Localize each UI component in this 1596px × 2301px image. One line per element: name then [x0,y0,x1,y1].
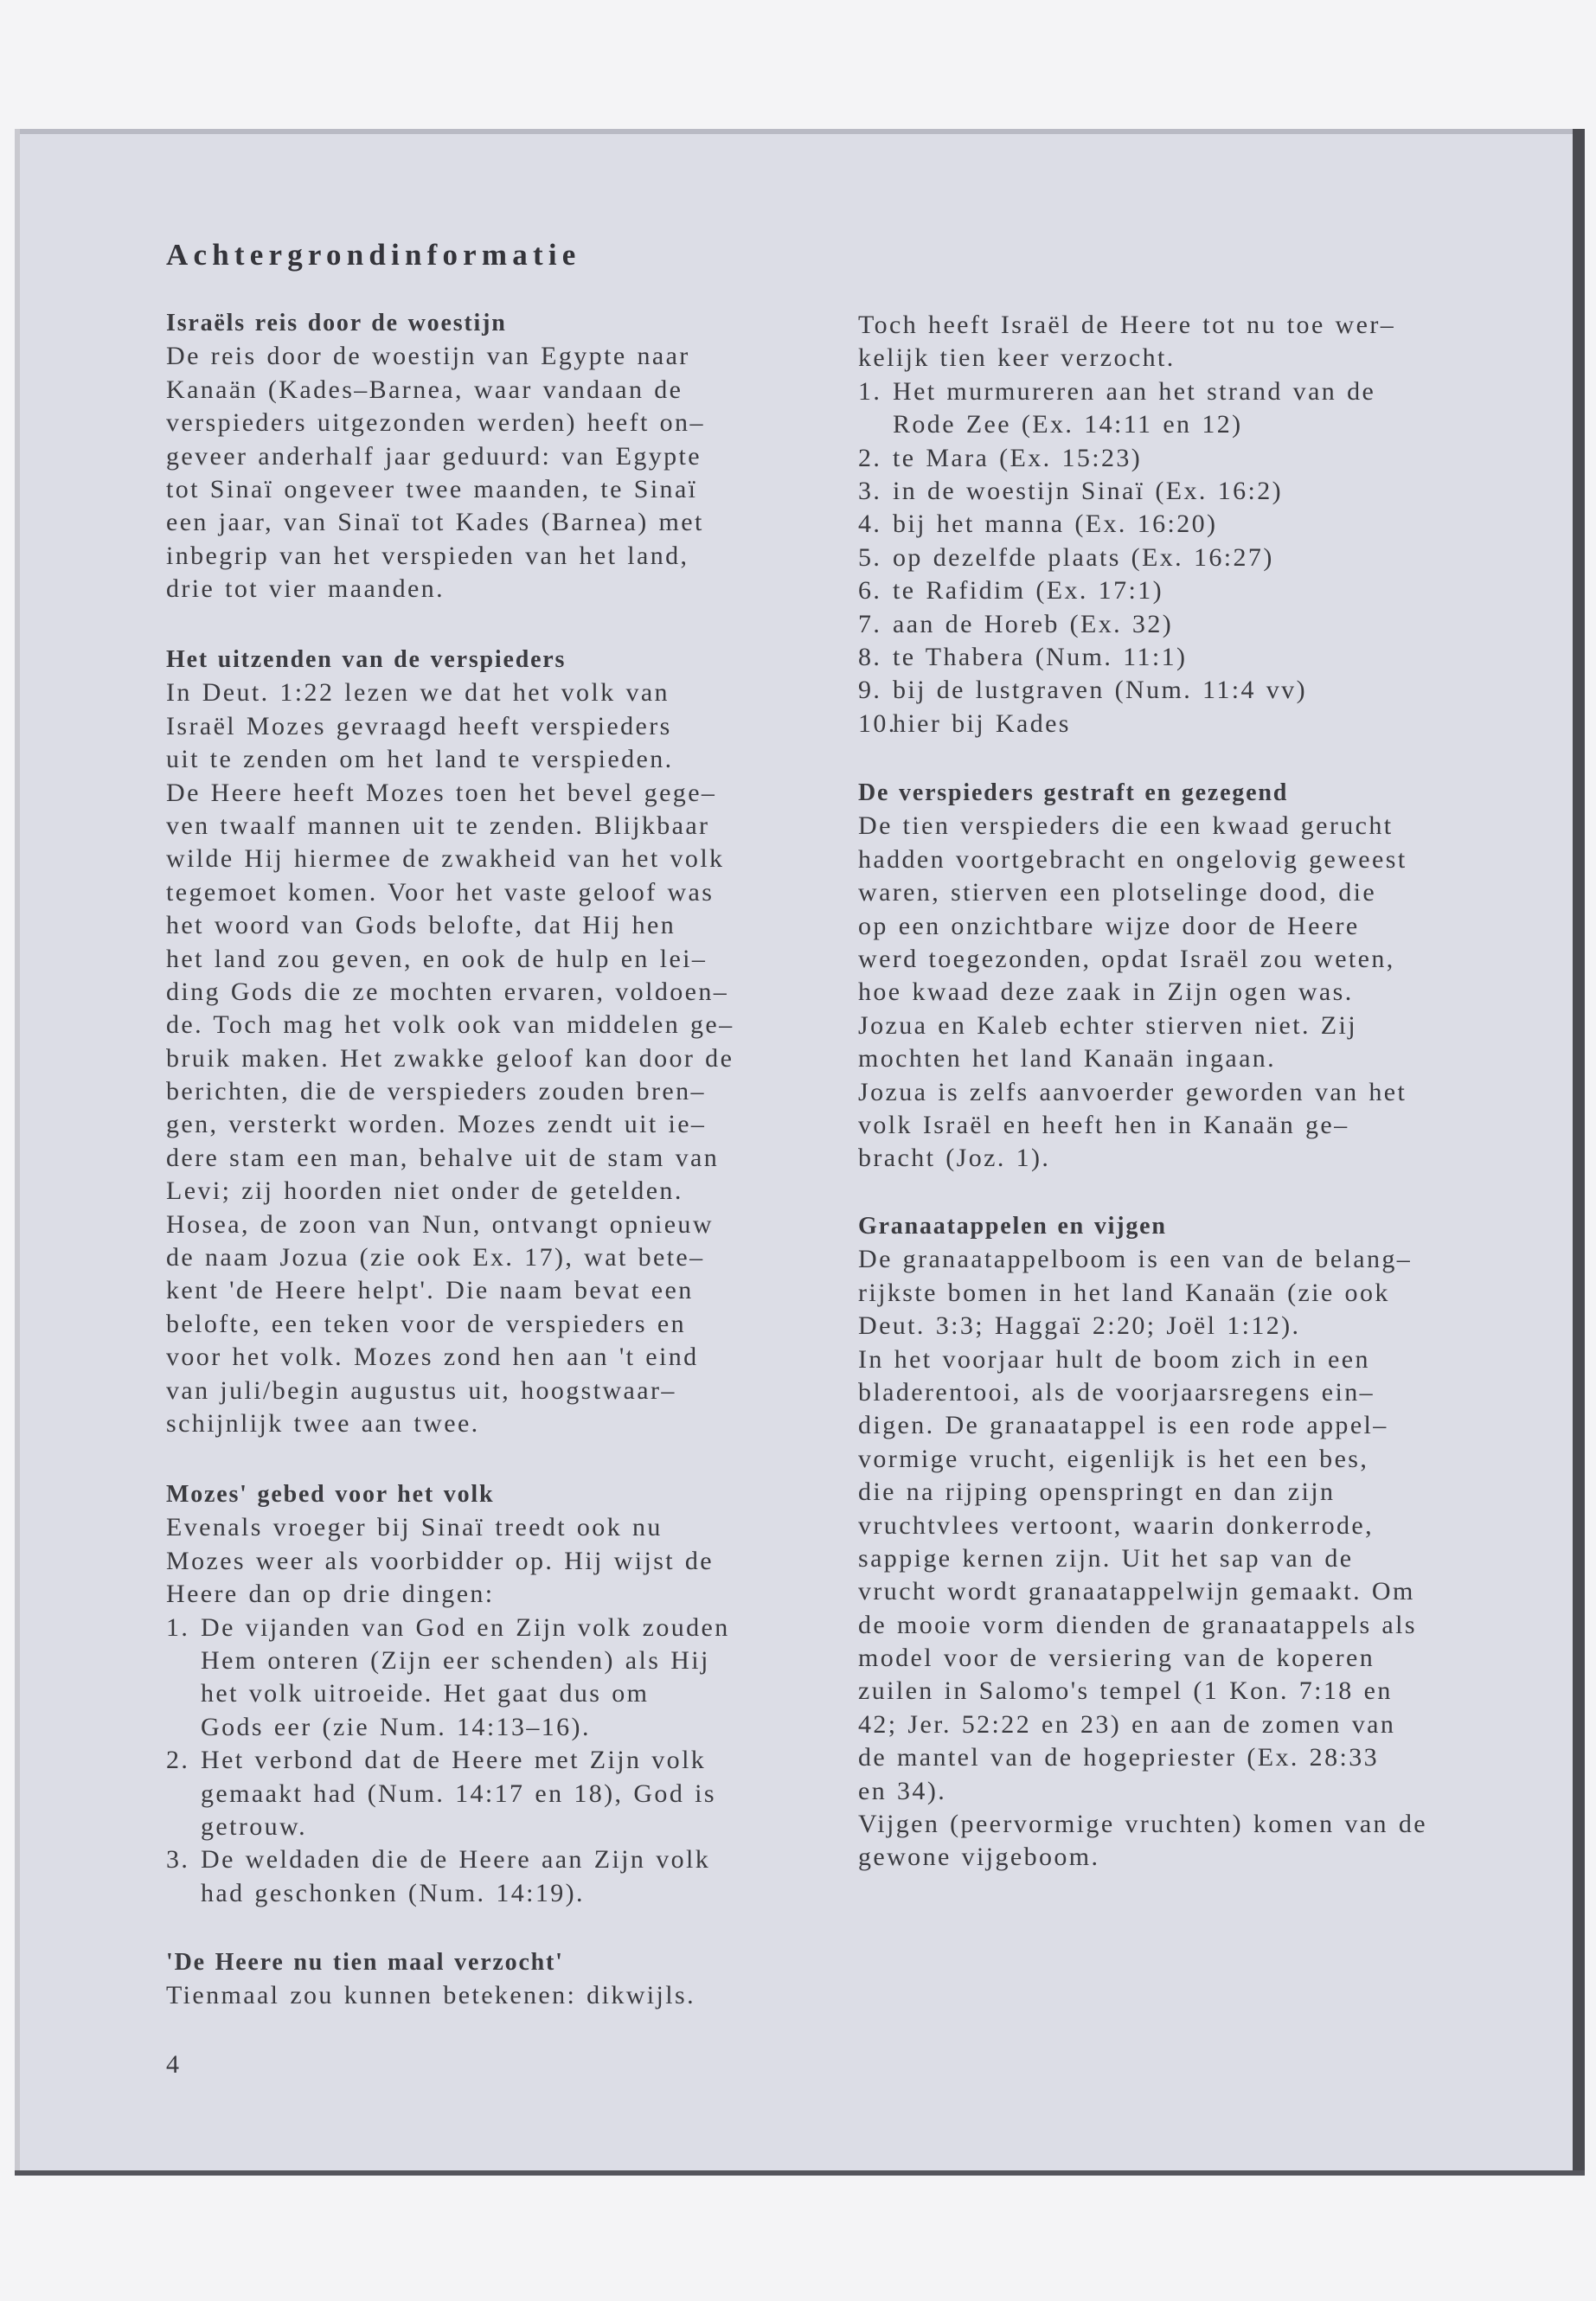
section [166,644,734,1440]
list-text: De weldaden die de Heere aan Zijn volk [201,1845,711,1875]
section-title: De verspieders gestraft en gezegend [858,779,1289,806]
text-line: die na rijping openspringt en dan zijn [858,1477,1336,1507]
list-number: 1. [166,1612,190,1642]
list-item-line [858,442,1395,475]
list-item-line [858,508,1395,541]
list-item-line [166,1644,730,1677]
list-item-line [858,475,1395,508]
list-number: 2. [858,443,882,472]
text-line: Toch heeft Israël de Heere tot nu toe wer– [858,311,1396,339]
list-number: 2. [166,1746,190,1775]
text-line: De granaatappelboom is een van de belang– [858,1245,1413,1274]
text-line: bracht (Joz. 1). [858,1144,1051,1173]
text-line: De reis door de woestijn van Egypte naar [166,342,690,371]
text-line: mochten het land Kanaän ingaan. [858,1044,1277,1074]
list-number: 7. [858,609,882,638]
text-line: voor het volk. Mozes zond hen aan 't eind [166,1343,699,1372]
text-line: dere stam een man, behalve uit de stam van [166,1143,720,1172]
text-line: een jaar, van Sinaï tot Kades (Barnea) met [166,508,704,537]
section [858,777,1407,1176]
text-line: berichten, die de verspieders zouden bren– [166,1077,706,1106]
text-line: geveer anderhalf jaar geduurd: van Egypte [166,441,702,471]
list-item-line [166,1612,730,1644]
list-text: De vijanden van God en Zijn volk zouden [201,1612,730,1642]
text-line: van juli/begin augustus uit, hoogstwaar– [166,1375,676,1405]
text-line: digen. De granaatappel is een rode appel– [858,1411,1388,1440]
text-line: wilde Hij hiermee de zwakheid van het volk [166,844,725,874]
text-line: tot Sinaï ongeveer twee maanden, te Sinaï [166,474,698,503]
list-item-line [858,574,1395,607]
list-text: het volk uitroeide. Het gaat dus om [201,1679,650,1708]
text-line: en 34). [858,1776,947,1805]
list-text: Het murmureren aan het strand van de [893,376,1376,406]
text-line: rijkste bomen in het land Kanaän (zie ook [858,1278,1390,1307]
text-line: zuilen in Salomo's tempel (1 Kon. 7:18 en [858,1676,1393,1706]
text-line: In het voorjaar hult de boom zich in een [858,1344,1370,1374]
text-line: ding Gods die ze mochten ervaren, voldoen– [166,977,729,1006]
text-line: de. Toch mag het volk ook van middelen ge– [166,1010,734,1040]
text-line: belofte, een teken voor de verspieders en [166,1309,687,1338]
book-spine-edge [1573,129,1585,2176]
text-line: schijnlijk twee aan twee. [166,1408,480,1438]
list-item-line [166,1843,730,1876]
text-line: inbegrip van het verspieden van het land, [166,541,689,570]
list-text: bij het manna (Ex. 16:20) [893,510,1218,539]
list-item-line [858,674,1395,707]
section-title: Het uitzenden van de verspieders [166,646,567,673]
list-text: had geschonken (Num. 14:19). [201,1878,585,1907]
page-bottom-edge [15,2170,1585,2176]
text-line: gewone vijgeboom. [858,1843,1100,1872]
list-item-line [166,1711,730,1744]
text-line: vruchtvlees vertoont, waarin donkerrode, [858,1510,1374,1540]
list-number: 4. [858,510,882,539]
text-line: uit te zenden om het land te verspieden. [166,745,674,774]
text-line: sappige kernen zijn. Uit het sap van de [858,1543,1354,1573]
text-line: Evenals vroeger bij Sinaï treedt ook nu [166,1513,663,1542]
page-number: 4 [166,2050,179,2079]
text-line: Levi; zij hoorden niet onder de getelden. [166,1176,683,1206]
text-line: Jozua is zelfs aanvoerder geworden van het [858,1077,1407,1106]
text-line: De tien verspieders die een kwaad gerucht [858,811,1394,841]
section-title: Mozes' gebed voor het volk [166,1481,495,1508]
list-text: aan de Horeb (Ex. 32) [893,609,1174,638]
text-line: vrucht wordt granaatappelwijn gemaakt. Om [858,1577,1415,1606]
list-item-line [166,1778,730,1811]
section [858,309,1395,740]
list-text: hier bij Kades [893,708,1071,738]
text-line: bladerentooi, als de voorjaarsregens ein– [858,1377,1375,1407]
list-text: Rode Zee (Ex. 14:11 en 12) [893,410,1243,439]
section-title: Granaatappelen en vijgen [858,1213,1167,1240]
list-text: getrouw. [201,1811,308,1841]
text-line: de naam Jozua (zie ook Ex. 17), wat bete– [166,1243,705,1272]
list-number: 10. [858,708,897,738]
text-line: ven twaalf mannen uit te zenden. Blijkbaar [166,811,710,840]
list-text: te Thabera (Num. 11:1) [893,642,1188,671]
text-line: Kanaän (Kades–Barnea, waar vandaan de [166,375,683,404]
text-line: 42; Jer. 52:22 en 23) en aan de zomen van [858,1709,1396,1739]
section-title: 'De Heere nu tien maal verzocht' [166,1949,564,1976]
text-line: bruik maken. Het zwakke geloof kan door de [166,1043,734,1073]
list-item-line [858,608,1395,641]
list-number: 5. [858,542,882,572]
text-line: het land zou geven, en ook de hulp en lei– [166,944,708,973]
text-line: Vijgen (peervormige vruchten) komen van de [858,1810,1427,1839]
list-number: 9. [858,676,882,705]
text-line: verspieders uitgezonden werden) heeft on– [166,408,705,438]
list-number: 6. [858,576,882,606]
list-text: te Mara (Ex. 15:23) [893,443,1143,472]
list-number: 3. [858,476,882,505]
list-text: Hem onteren (Zijn eer schenden) als Hij [201,1645,710,1675]
list-item-line [166,1744,730,1777]
section [858,1210,1427,1875]
list-text: in de woestijn Sinaï (Ex. 16:2) [893,476,1284,505]
list-item-line [166,1677,730,1710]
text-line: Israël Mozes gevraagd heeft verspieders [166,711,672,740]
list-text: Gods eer (zie Num. 14:13–16). [201,1712,591,1741]
list-item-line [858,375,1395,408]
list-item-line [858,408,1395,441]
text-line: kelijk tien keer verzocht. [858,343,1176,373]
list-item-line [166,1811,730,1843]
text-line: Hosea, de zoon van Nun, ontvangt opnieuw [166,1209,714,1239]
section [166,307,705,606]
section-title: Israëls reis door de woestijn [166,310,507,336]
text-line: De Heere heeft Mozes toen het bevel gege– [166,778,717,807]
list-text: op dezelfde plaats (Ex. 16:27) [893,542,1274,572]
section [166,1478,730,1910]
text-line: hoe kwaad deze zaak in Zijn ogen was. [858,977,1354,1007]
text-line: kent 'de Heere helpt'. Die naam bevat een [166,1276,694,1305]
list-text: gemaakt had (Num. 14:17 en 18), God is [201,1779,716,1808]
text-line: gen, versterkt worden. Mozes zendt uit ie– [166,1110,707,1139]
text-line: de mantel van de hogepriester (Ex. 28:33 [858,1743,1380,1772]
list-number: 8. [858,642,882,671]
text-line: Deut. 3:3; Haggaï 2:20; Joël 1:12). [858,1311,1301,1341]
text-line: Mozes weer als voorbidder op. Hij wijst de [166,1546,715,1575]
text-line: Jozua en Kaleb echter stierven niet. Zij [858,1010,1357,1040]
text-line: hadden voortgebracht en ongelovig geweest [858,844,1407,874]
text-line: waren, stierven een plotselinge dood, die [858,878,1377,907]
text-line: model voor de versiering van de koperen [858,1644,1375,1673]
list-item-line [858,641,1395,674]
list-text: te Rafidim (Ex. 17:1) [893,576,1164,606]
text-line: Heere dan op drie dingen: [166,1580,495,1609]
list-item-line [858,542,1395,574]
page-left-edge [15,129,20,2176]
page-heading: Achtergrondinformatie [166,238,581,272]
text-line: In Deut. 1:22 lezen we dat het volk van [166,678,670,708]
text-line: het woord van Gods belofte, dat Hij hen [166,911,676,940]
list-number: 1. [858,376,882,406]
list-text: Het verbond dat de Heere met Zijn volk [201,1746,707,1775]
list-number: 3. [166,1845,190,1875]
text-line: volk Israël en heeft hen in Kanaän ge– [858,1110,1349,1139]
section [166,1946,695,2013]
text-line: Tienmaal zou kunnen betekenen: dikwijls. [166,1981,695,2010]
text-line: de mooie vorm dienden de granaatappels als [858,1610,1417,1639]
list-item-line [166,1877,730,1910]
text-line: werd toegezonden, opdat Israël zou weten, [858,944,1395,973]
text-line: drie tot vier maanden. [166,574,445,604]
text-line: op een onzichtbare wijze door de Heere [858,911,1360,940]
text-line: tegemoet komen. Voor het vaste geloof was [166,877,715,907]
list-text: bij de lustgraven (Num. 11:4 vv) [893,676,1307,705]
text-line: vormige vrucht, eigenlijk is het een bes, [858,1444,1369,1473]
list-item-line [858,708,1395,740]
